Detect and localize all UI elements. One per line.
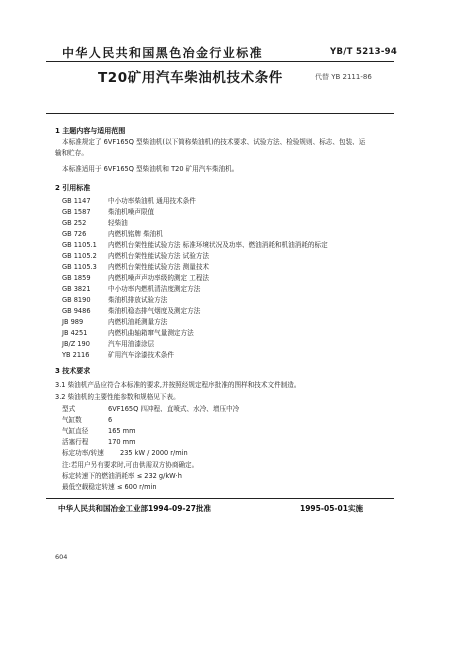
section-3-heading: 3 技术要求 [55,367,91,375]
fuel-consumption-line: 标定转速下的燃油消耗率 ≤ 232 g/kW·h [62,472,182,480]
reference-item [62,284,200,294]
reference-title: 柴油机排放试验方法 [108,296,168,304]
parameter-label: 气缸数 [62,416,82,424]
parameter-row [62,448,188,458]
reference-item [62,196,196,206]
reference-item [62,295,167,305]
header-rule [46,61,394,62]
reference-code: GB 8190 [62,296,91,304]
reference-item [62,317,167,327]
reference-title: 汽车用油漆涂层 [108,340,155,348]
reference-code: GB 1859 [62,274,91,282]
parameter-row [62,415,112,425]
reference-item [62,339,154,349]
parameter-value: 6VF165Q 四冲程、直喷式、水冷、增压中冷 [108,405,240,413]
reference-code: GB 1105.3 [62,263,97,271]
reference-title: 内燃机噪声声功率级的测定 工程法 [108,274,210,282]
parameter-value: 170 mm [108,438,136,446]
clause-3-1: 3.1 柴油机产品应符合本标准的要求,并按照经规定程序批准的图样和技术文件制造。 [55,381,301,389]
reference-title: 轻柴油 [108,219,128,227]
section-1-paragraph-line-1: 本标准规定了 6VF165Q 型柴油机(以下简称柴油机)的技术要求、试验方法、检验规则、标志、包装、运 [62,138,366,146]
reference-title: 柴油机稳态排气烟度及测定方法 [108,307,201,315]
footer-rule [46,498,394,499]
parameter-label: 气缸直径 [62,427,89,435]
parameter-value: 6 [108,416,113,424]
reference-code: GB 1587 [62,208,91,216]
reference-code: GB 1105.1 [62,241,97,249]
reference-item [62,207,154,217]
reference-code: JB/Z 190 [62,340,90,348]
parameter-label: 活塞行程 [62,438,89,446]
reference-code: JB 4251 [62,329,88,337]
section-2-heading: 2 引用标准 [55,184,91,192]
reference-item [62,273,209,283]
org-title: 中华人民共和国黑色冶金行业标准 [62,46,264,60]
section-1-scope-paragraph: 本标准适用于 6VF165Q 型柴油机和 T20 矿用汽车柴油机。 [62,165,239,173]
reference-title: 矿用汽车涂漆技术条件 [108,351,174,359]
reference-title: 中小功率柴油机 通用技术条件 [108,197,196,205]
page-number: 604 [55,553,68,561]
reference-item [62,350,174,360]
reference-item [62,218,128,228]
replaces-note: 代替 YB 2111-86 [315,73,372,81]
parameter-value: 165 mm [108,427,136,435]
parameter-label: 型式 [62,405,76,413]
parameter-value: 235 kW / 2000 r/min [120,449,188,457]
reference-item [62,251,209,261]
table-note: 注:若用户另有要求时,可由供需双方协商确定。 [62,461,199,469]
document-title: T20矿用汽车柴油机技术条件 [98,70,283,86]
reference-item [62,229,163,239]
idle-speed-line: 最低空载稳定转速 ≤ 600 r/min [62,483,157,491]
parameter-row [62,404,239,414]
section-1-heading: 1 主题内容与适用范围 [55,127,126,135]
reference-code: GB 9486 [62,307,91,315]
reference-title: 内燃机油耗测量方法 [108,318,168,326]
parameter-row [62,437,136,447]
approval-line: 中华人民共和国冶金工业部1994-09-27批准 [58,504,211,513]
reference-title: 柴油机噪声限值 [108,208,155,216]
reference-code: JB 989 [62,318,84,326]
reference-title: 内燃机铭牌 柴油机 [108,230,163,238]
reference-title: 内燃机台架性能试验方法 测量技术 [108,263,210,271]
reference-title: 内燃机台架性能试验方法 试验方法 [108,252,210,260]
reference-title: 内燃机曲轴箱窜气量测定方法 [108,329,194,337]
section-1-paragraph-line-2: 输和贮存。 [55,149,88,157]
reference-item [62,306,200,316]
implementation-date: 1995-05-01实施 [300,504,363,513]
reference-code: GB 1105.2 [62,252,97,260]
parameter-label: 标定功率/转速 [62,449,104,457]
reference-item [62,240,328,250]
reference-item [62,262,209,272]
parameter-row [62,426,136,436]
reference-code: GB 726 [62,230,87,238]
reference-item [62,328,194,338]
reference-code: GB 3821 [62,285,91,293]
reference-title: 内燃机台架性能试验方法 标准环境状况及功率、燃油消耗和机油消耗的标定 [108,241,328,249]
reference-code: GB 252 [62,219,87,227]
standard-code: YB/T 5213-94 [330,47,398,57]
reference-code: GB 1147 [62,197,91,205]
reference-title: 中小功率内燃机清洁度测定方法 [108,285,201,293]
reference-code: YB 2116 [62,351,90,359]
clause-3-2: 3.2 柴油机的主要性能参数和规格见下表。 [55,393,180,401]
title-rule [46,113,394,114]
